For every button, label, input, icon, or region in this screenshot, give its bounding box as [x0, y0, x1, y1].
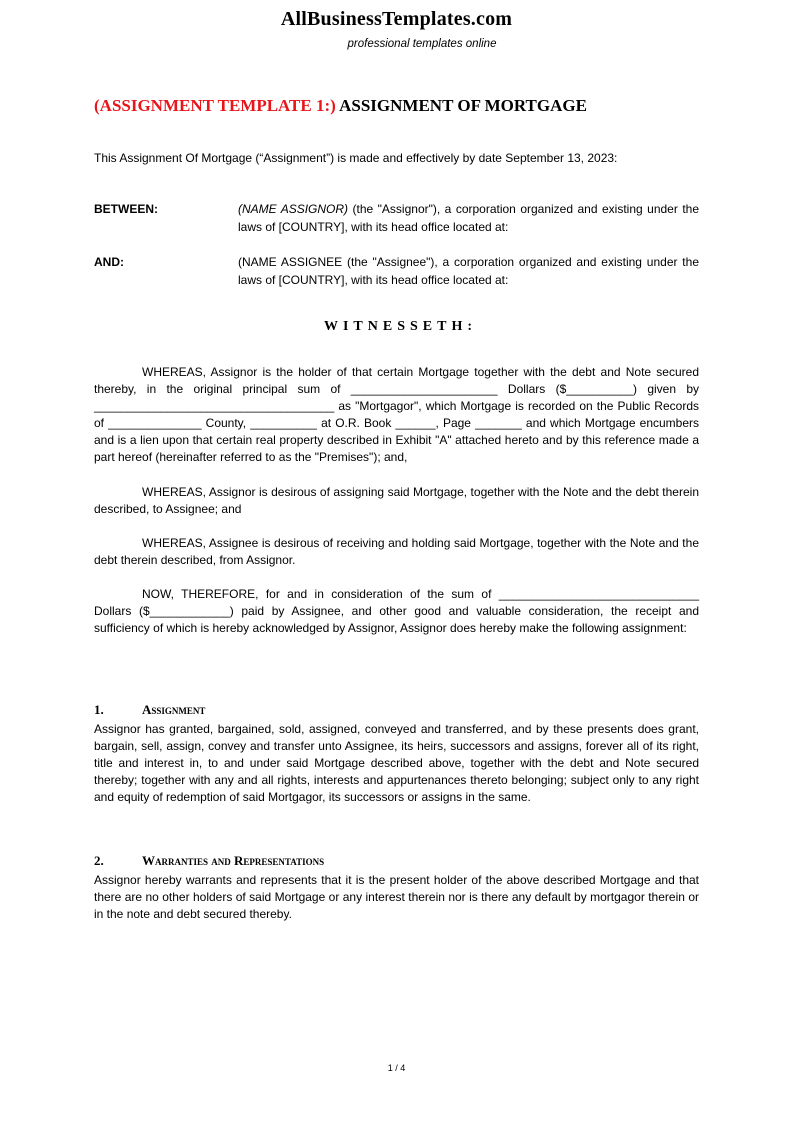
recital-paragraph: WHEREAS, Assignor is desirous of assigning said Mortgage, together with the Note and the debt therein described, to Assignee; and	[94, 485, 699, 516]
title-prefix: (ASSIGNMENT TEMPLATE 1:)	[94, 96, 336, 115]
between-text	[238, 200, 699, 236]
page-indicator: 1 / 4	[387, 1063, 406, 1073]
and-label: AND:	[94, 255, 124, 269]
between-label: BETWEEN:	[94, 202, 158, 216]
title-main: ASSIGNMENT OF MORTGAGE	[339, 96, 587, 115]
intro-paragraph: This Assignment Of Mortgage (“Assignment”) is made and effectively by date September 13, 2023:	[94, 151, 618, 165]
section-heading	[94, 852, 324, 870]
recital-paragraph: WHEREAS, Assignor is the holder of that certain Mortgage together with the debt and Note secured thereby, in the original principal sum of ______________________ Dollars ($__________) given by ____________________________________ as "Mortgagor", which Mortgage is recorded on the Public Records of ______________ County, __________ at O.R. Book ______, Page _______ and which Mortgage encumbers and is a lien upon that certain real property described in Exhibit "A" attached hereto and by this reference made a part hereof (hereinafter referred to as the "Premises"); and,	[94, 365, 699, 464]
section-number: 1.	[94, 702, 104, 717]
brand-tagline: professional templates online	[347, 38, 497, 50]
brand-logo-text: AllBusinessTemplates.com	[280, 8, 513, 30]
section-body: Assignor hereby warrants and represents that it is the present holder of the above described Mortgage and that there are no other holders of said Mortgage or any interest therein nor is there any default by mortgagor therein or in the note and debt secured thereby.	[94, 873, 699, 921]
recital-paragraph: WHEREAS, Assignee is desirous of receiving and holding said Mortgage, together with the Note and the debt therein described, from Assignor.	[94, 536, 699, 567]
recital-paragraph: NOW, THEREFORE, for and in consideration of the sum of ______________________________ Dollars ($____________) paid by Assignee, and other good and valuable consideration, the receipt and sufficiency of which is hereby acknowledged by Assignor, Assignor does hereby make the following assignment:	[94, 587, 699, 635]
witnesseth-heading: WITNESSETH:	[323, 319, 478, 334]
and-text: (NAME ASSIGNEE (the "Assignee"), a corporation organized and existing under the laws of [COUNTRY], with its head office located at:	[238, 255, 699, 287]
assignor-description: (the "Assignor"), a corporation organized and existing under the laws of [COUNTRY], with its head office located at:	[238, 202, 700, 234]
section-title: Assignment	[142, 702, 206, 717]
section-number: 2.	[94, 853, 104, 868]
section-title: Warranties and Representations	[142, 853, 325, 868]
assignor-name: (NAME ASSIGNOR)	[238, 202, 349, 216]
section-heading	[94, 701, 205, 719]
document-title	[94, 96, 714, 116]
section-body: Assignor has granted, bargained, sold, assigned, conveyed and transferred, and by these presents does grant, bargain, sell, assign, convey and transfer unto Assignee, its heirs, successors and assigns, forever all of its right, title and interest in, to and under said Mortgage described above, together with the debt and Note secured thereby; together with any and all rights, interests and appurtenances thereto belonging; subject only to any right and equity of redemption of said Mortgagor, its successors or assigns in the same.	[94, 722, 699, 804]
